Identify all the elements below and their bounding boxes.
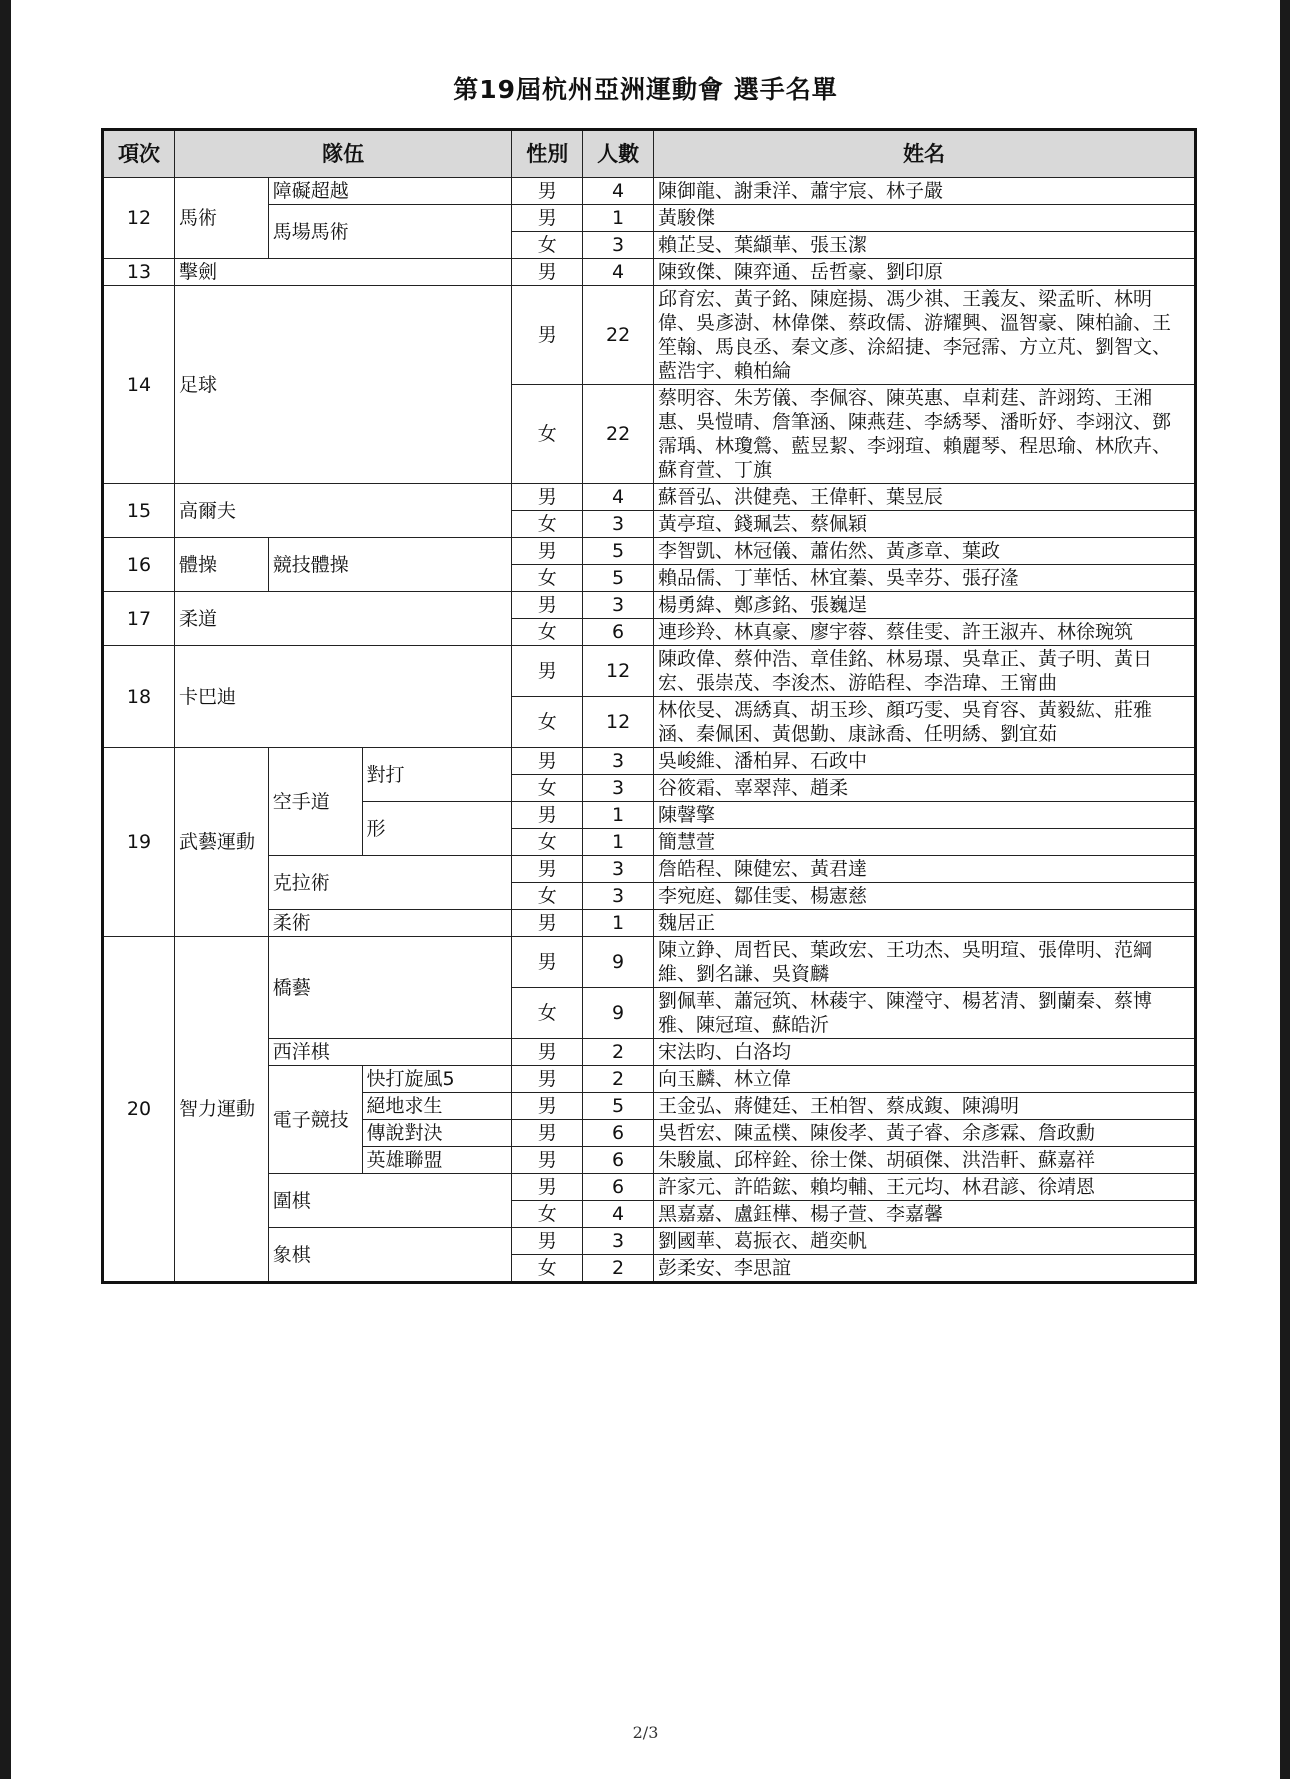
names-cell: 陳韾擎 [654,802,1196,829]
names-cell: 李宛庭、鄒佳雯、楊憲慈 [654,883,1196,910]
count-cell: 12 [583,697,654,748]
gender-cell: 男 [512,178,583,205]
names-cell: 宋法昀、白洛均 [654,1039,1196,1066]
count-cell: 3 [583,748,654,775]
item-number: 19 [103,748,175,937]
names-cell: 許家元、許皓鋐、賴均輔、王元均、林君諺、徐靖恩 [654,1174,1196,1201]
event-name: 電子競技 [268,1066,362,1174]
count-cell: 5 [583,538,654,565]
table-row [103,178,1196,205]
names-cell: 李智凱、林冠儀、蕭佑然、黃彥章、葉政 [654,538,1196,565]
gender-cell: 男 [512,802,583,829]
table-row [103,592,1196,619]
count-cell: 6 [583,1120,654,1147]
count-cell: 2 [583,1255,654,1283]
sub-event-name: 對打 [362,748,512,802]
event-name: 馬場馬術 [268,205,512,259]
header-gender: 性別 [512,130,583,178]
count-cell: 4 [583,484,654,511]
header-team: 隊伍 [175,130,512,178]
sport-name: 高爾夫 [175,484,512,538]
sport-name: 馬術 [175,178,269,259]
gender-cell: 女 [512,619,583,646]
table-row [103,748,1196,775]
sub-event-name: 絕地求生 [362,1093,512,1120]
item-number: 13 [103,259,175,286]
names-cell: 詹皓程、陳健宏、黃君達 [654,856,1196,883]
gender-cell: 女 [512,511,583,538]
names-cell: 向玉麟、林立偉 [654,1066,1196,1093]
names-cell: 吳峻維、潘柏昇、石政中 [654,748,1196,775]
names-cell: 劉國華、葛振衣、趙奕帆 [654,1228,1196,1255]
count-cell: 5 [583,1093,654,1120]
count-cell: 4 [583,1201,654,1228]
event-name: 柔術 [268,910,512,937]
gender-cell: 女 [512,385,583,484]
names-cell: 谷筱霜、辜翠萍、趙柔 [654,775,1196,802]
page-title: 第19屆杭州亞洲運動會 選手名單 [453,75,838,104]
event-name: 克拉術 [268,856,512,910]
count-cell: 3 [583,1228,654,1255]
names-cell: 賴品儒、丁華恬、林宜蓁、吳幸芬、張孖湰 [654,565,1196,592]
table-row [103,937,1196,988]
names-cell: 連珍羚、林真豪、廖宇蓉、蔡佳雯、許王淑卉、林徐琬筑 [654,619,1196,646]
count-cell: 4 [583,178,654,205]
names-cell: 陳政偉、蔡仲浩、章佳銘、林易璟、吳韋正、黃子明、黃日宏、張崇茂、李浚杰、游皓程、李浩瑋、王甯曲 [654,646,1196,697]
names-cell: 王金弘、蔣健廷、王柏智、蔡成鍑、陳鴻明 [654,1093,1196,1120]
count-cell: 1 [583,910,654,937]
header-item: 項次 [103,130,175,178]
gender-cell: 男 [512,592,583,619]
gender-cell: 男 [512,1174,583,1201]
count-cell: 4 [583,259,654,286]
table-row [103,259,1196,286]
item-number: 12 [103,178,175,259]
event-name: 空手道 [268,748,362,856]
sport-name: 足球 [175,286,512,484]
count-cell: 3 [583,775,654,802]
names-cell: 蔡明容、朱芳儀、李佩容、陳英惠、卓莉莛、許翊筠、王湘惠、吳愷晴、詹筆涵、陳燕莛、李綉琴、潘昕妤、李翊汶、鄧霈瑀、林瓊鶯、藍昱絜、李翊瑄、賴麗琴、程思瑜、林欣卉、蘇育萱、丁旗 [654,385,1196,484]
names-cell: 蘇晉弘、洪健堯、王偉軒、葉昱辰 [654,484,1196,511]
count-cell: 3 [583,592,654,619]
gender-cell: 男 [512,286,583,385]
item-number: 16 [103,538,175,592]
item-number: 14 [103,286,175,484]
names-cell: 劉佩華、蕭冠筑、林薐宇、陳瀅守、楊茗清、劉蘭秦、蔡博雅、陳冠瑄、蘇皓沂 [654,988,1196,1039]
sport-name: 柔道 [175,592,512,646]
header-names: 姓名 [654,130,1196,178]
roster-table [101,128,1197,1284]
gender-cell: 女 [512,883,583,910]
count-cell: 2 [583,1039,654,1066]
sub-event-name: 快打旋風5 [362,1066,512,1093]
names-cell: 陳立錚、周哲民、葉政宏、王功杰、吳明瑄、張偉明、范綱維、劉名謙、吳資麟 [654,937,1196,988]
event-name: 象棋 [268,1228,512,1283]
gender-cell: 女 [512,988,583,1039]
item-number: 17 [103,592,175,646]
count-cell: 3 [583,232,654,259]
table-row [103,286,1196,385]
event-name: 競技體操 [268,538,512,592]
count-cell: 5 [583,565,654,592]
count-cell: 1 [583,205,654,232]
names-cell: 賴芷旻、葉纈華、張玉潔 [654,232,1196,259]
count-cell: 2 [583,1066,654,1093]
gender-cell: 男 [512,646,583,697]
item-number: 15 [103,484,175,538]
event-name: 障礙超越 [268,178,512,205]
gender-cell: 女 [512,232,583,259]
names-cell: 彭柔安、李思誼 [654,1255,1196,1283]
right-edge-bar [1280,0,1290,1779]
count-cell: 12 [583,646,654,697]
gender-cell: 女 [512,775,583,802]
sub-event-name: 形 [362,802,512,856]
gender-cell: 男 [512,1093,583,1120]
event-name: 圍棋 [268,1174,512,1228]
names-cell: 邱育宏、黃子銘、陳庭揚、馮少祺、王義友、梁孟昕、林明偉、吳彥澍、林偉傑、蔡政儒、游耀興、溫智豪、陳柏諭、王笙翰、馬良丞、秦文彥、涂紹捷、李冠霈、方立芃、劉智文、藍浩宇、賴柏綸 [654,286,1196,385]
gender-cell: 男 [512,1120,583,1147]
gender-cell: 男 [512,1147,583,1174]
count-cell: 6 [583,619,654,646]
count-cell: 3 [583,883,654,910]
count-cell: 6 [583,1147,654,1174]
count-cell: 22 [583,286,654,385]
count-cell: 9 [583,988,654,1039]
table-row [103,538,1196,565]
gender-cell: 男 [512,748,583,775]
sport-name: 擊劍 [175,259,512,286]
count-cell: 6 [583,1174,654,1201]
sport-name: 智力運動 [175,937,269,1283]
names-cell: 黑嘉嘉、盧鈺樺、楊子萱、李嘉馨 [654,1201,1196,1228]
table-row [103,646,1196,697]
gender-cell: 男 [512,538,583,565]
gender-cell: 男 [512,910,583,937]
count-cell: 3 [583,856,654,883]
gender-cell: 女 [512,1201,583,1228]
gender-cell: 男 [512,856,583,883]
sub-event-name: 英雄聯盟 [362,1147,512,1174]
names-cell: 陳致傑、陳弈通、岳哲豪、劉印原 [654,259,1196,286]
count-cell: 1 [583,829,654,856]
gender-cell: 女 [512,1255,583,1283]
gender-cell: 男 [512,205,583,232]
item-number: 18 [103,646,175,748]
event-name: 西洋棋 [268,1039,512,1066]
page-number: 2/3 [632,1723,659,1742]
count-cell: 1 [583,802,654,829]
event-name: 橋藝 [268,937,512,1039]
names-cell: 林依旻、馮綉真、胡玉珍、顏巧雯、吳育容、黃毅紘、莊雅涵、秦佩囷、黃偲勤、康詠喬、任明綉、劉宜茹 [654,697,1196,748]
sport-name: 武藝運動 [175,748,269,937]
gender-cell: 男 [512,1066,583,1093]
table-row [103,484,1196,511]
left-edge-bar [0,0,11,1779]
gender-cell: 男 [512,259,583,286]
item-number: 20 [103,937,175,1283]
sub-event-name: 傳說對決 [362,1120,512,1147]
gender-cell: 男 [512,1228,583,1255]
names-cell: 陳御龍、謝秉洋、蕭宇宸、林子嚴 [654,178,1196,205]
names-cell: 朱駿嵐、邱梓銓、徐士傑、胡碩傑、洪浩軒、蘇嘉祥 [654,1147,1196,1174]
names-cell: 黃亭瑄、錢珮芸、蔡佩穎 [654,511,1196,538]
sport-name: 體操 [175,538,269,592]
gender-cell: 男 [512,1039,583,1066]
names-cell: 簡慧萱 [654,829,1196,856]
count-cell: 9 [583,937,654,988]
count-cell: 22 [583,385,654,484]
names-cell: 楊勇緯、鄭彥銘、張巍逞 [654,592,1196,619]
gender-cell: 女 [512,697,583,748]
sport-name: 卡巴迪 [175,646,512,748]
names-cell: 吳哲宏、陳孟樸、陳俊孝、黃子睿、余彥霖、詹政勳 [654,1120,1196,1147]
names-cell: 魏居正 [654,910,1196,937]
gender-cell: 女 [512,565,583,592]
count-cell: 3 [583,511,654,538]
document-page [11,0,1280,1779]
header-count: 人數 [583,130,654,178]
gender-cell: 女 [512,829,583,856]
table-header-row [103,130,1196,178]
gender-cell: 男 [512,937,583,988]
names-cell: 黃駿傑 [654,205,1196,232]
gender-cell: 男 [512,484,583,511]
